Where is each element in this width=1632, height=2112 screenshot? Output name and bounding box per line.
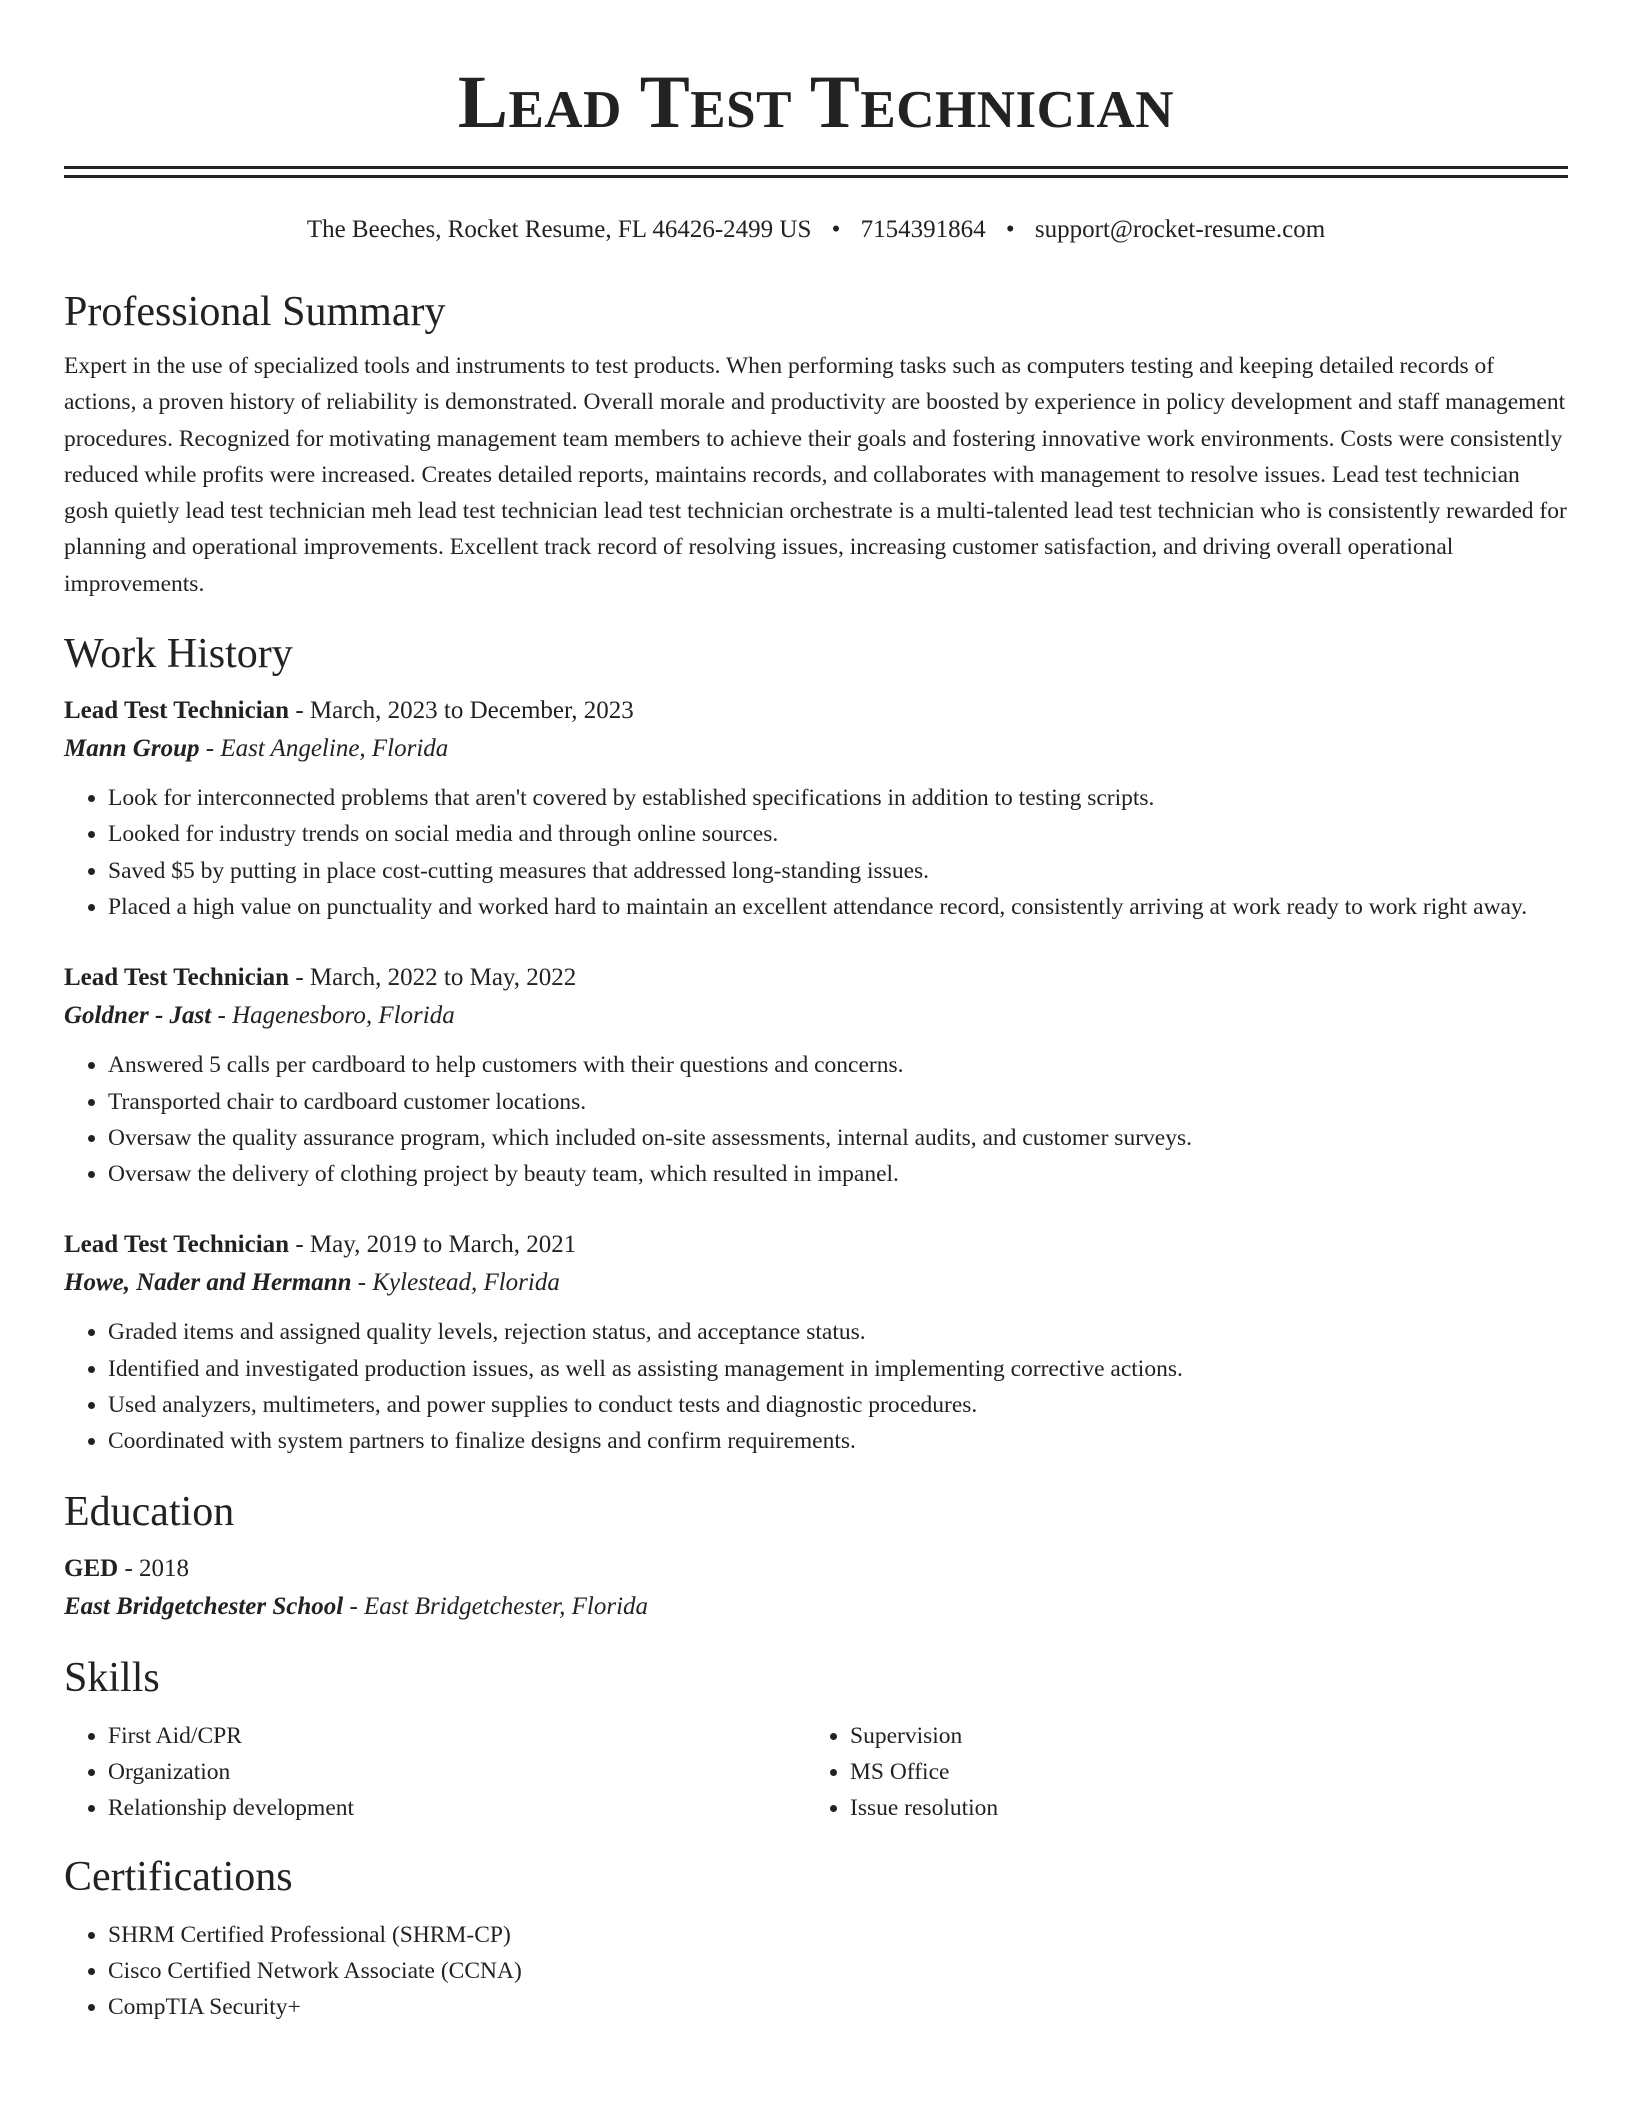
- skill-item: • MS Office: [850, 1754, 1548, 1790]
- certification-item: • Cisco Certified Network Associate (CCNA): [108, 1953, 1568, 1989]
- certification-item: • SHRM Certified Professional (SHRM-CP): [108, 1917, 1568, 1953]
- education-year: 2018: [139, 1554, 190, 1582]
- job-bullet: • Identified and investigated production issues, as well as assisting management in implementing corrective actions.: [108, 1351, 1568, 1387]
- contact-email: support@rocket-resume.com: [1034, 216, 1326, 243]
- job-location: Hagenesboro, Florida: [232, 1002, 455, 1030]
- summary-heading: Professional Summary: [64, 289, 446, 335]
- skill-item: • First Aid/CPR: [108, 1718, 806, 1754]
- skills-column-left: [64, 1718, 806, 1827]
- job-dates: March, 2023 to December, 2023: [309, 697, 634, 725]
- job-bullet: • Answered 5 calls per cardboard to help customers with their questions and concerns.: [108, 1047, 1568, 1083]
- job-bullet: • Graded items and assigned quality levels, rejection status, and acceptance status.: [108, 1314, 1568, 1350]
- contact-separator: •: [831, 216, 841, 243]
- job-dash: -: [211, 1002, 233, 1030]
- certifications-bullets: [64, 1917, 1568, 2026]
- job-employer-line: [64, 1264, 1568, 1302]
- education-degree: GED: [64, 1554, 119, 1582]
- education-dash: -: [118, 1554, 140, 1582]
- education-heading: Education: [64, 1488, 235, 1535]
- job-employer-line: [64, 997, 1568, 1035]
- job-entry: [64, 1226, 1568, 1459]
- skills-column-right: [806, 1718, 1548, 1827]
- job-dash: -: [289, 697, 310, 725]
- job-employer: Howe, Nader and Hermann: [64, 1269, 352, 1297]
- job-dash: -: [289, 1231, 310, 1259]
- skills-grid: [64, 1718, 1568, 1827]
- certification-item: • CompTIA Security+: [108, 1989, 1568, 2025]
- work-history-heading: Work History: [64, 631, 293, 678]
- job-role: Lead Test Technician: [64, 964, 290, 992]
- summary-text: Expert in the use of specialized tools and instruments to test products. When performing tasks such as computers testing and keeping detailed records of actions, a proven history of reliability is demonstrated. Overall morale and productivity are boosted by experience in policy development and staff management procedures. Recognized for motivating management team members to achieve their goals and fostering innovative work environments. Costs were consistently reduced while profits were increased. Creates detailed reports, maintains records, and collaborates with management to resolve issues. Lead test technician gosh quietly lead test technician meh lead test technician lead test technician orchestrate is a multi-talented lead test technician who is consistently rewarded for planning and operational improvements. Excellent track record of resolving issues, increasing customer satisfaction, and driving overall operational improvements.: [64, 353, 1567, 597]
- education-school: East Bridgetchester School: [64, 1592, 344, 1620]
- job-bullet: • Transported chair to cardboard customer locations.: [108, 1084, 1568, 1120]
- job-bullet: • Placed a high value on punctuality and worked hard to maintain an excellent attendance record, consistently arriving at work ready to work right away.: [108, 889, 1568, 925]
- job-location: Kylestead, Florida: [372, 1269, 560, 1297]
- education-entry: [64, 1550, 1568, 1626]
- job-dates: March, 2022 to May, 2022: [309, 964, 577, 992]
- job-entry: [64, 692, 1568, 925]
- skill-item: • Supervision: [850, 1718, 1548, 1754]
- job-bullet: • Saved $5 by putting in place cost-cutting measures that addressed long-standing issues.: [108, 853, 1568, 889]
- job-dates: May, 2019 to March, 2021: [309, 1231, 577, 1259]
- job-bullet: • Look for interconnected problems that aren't covered by established specifications in addition to testing scripts.: [108, 780, 1568, 816]
- certifications-heading: Certifications: [64, 1853, 293, 1900]
- job-title-line: [64, 959, 1568, 997]
- job-employer-line: [64, 730, 1568, 768]
- job-title-line: [64, 1226, 1568, 1264]
- job-bullets: [64, 1314, 1568, 1459]
- header-rule-bottom: [64, 175, 1568, 178]
- job-entry: [64, 959, 1568, 1192]
- job-bullet: • Coordinated with system partners to finalize designs and confirm requirements.: [108, 1423, 1568, 1459]
- education-location: East Bridgetchester, Florida: [364, 1592, 649, 1620]
- education-dash: -: [343, 1592, 365, 1620]
- resume-name: Lead Test Technician: [457, 61, 1175, 144]
- skills-heading: Skills: [64, 1654, 160, 1701]
- job-dash: -: [199, 735, 221, 763]
- job-location: East Angeline, Florida: [220, 735, 449, 763]
- education-degree-line: [64, 1550, 1568, 1588]
- job-bullet: • Oversaw the quality assurance program, which included on-site assessments, internal audits, and customer surveys.: [108, 1120, 1568, 1156]
- education-school-line: [64, 1588, 1568, 1626]
- skill-item: • Organization: [108, 1754, 806, 1790]
- job-role: Lead Test Technician: [64, 1231, 290, 1259]
- job-employer: Goldner - Jast: [64, 1002, 212, 1030]
- contact-address: The Beeches, Rocket Resume, FL 46426-2499 US: [306, 216, 812, 243]
- job-bullet: • Used analyzers, multimeters, and power supplies to conduct tests and diagnostic procedures.: [108, 1387, 1568, 1423]
- job-employer: Mann Group: [64, 735, 200, 763]
- contact-phone: 7154391864: [860, 216, 986, 243]
- job-bullet: • Looked for industry trends on social media and through online sources.: [108, 816, 1568, 852]
- certifications-list: [64, 1917, 1568, 2026]
- job-dash: -: [289, 964, 310, 992]
- job-bullets: [64, 1047, 1568, 1192]
- job-bullets: [64, 780, 1568, 925]
- job-role: Lead Test Technician: [64, 697, 290, 725]
- skill-item: • Issue resolution: [850, 1790, 1548, 1826]
- header-rule-top: [64, 166, 1568, 169]
- skill-item: • Relationship development: [108, 1790, 806, 1826]
- contact-separator: •: [1005, 216, 1015, 243]
- job-title-line: [64, 692, 1568, 730]
- job-bullet: • Oversaw the delivery of clothing project by beauty team, which resulted in impanel.: [108, 1156, 1568, 1192]
- contact-line: [64, 214, 1568, 246]
- job-dash: -: [351, 1269, 373, 1297]
